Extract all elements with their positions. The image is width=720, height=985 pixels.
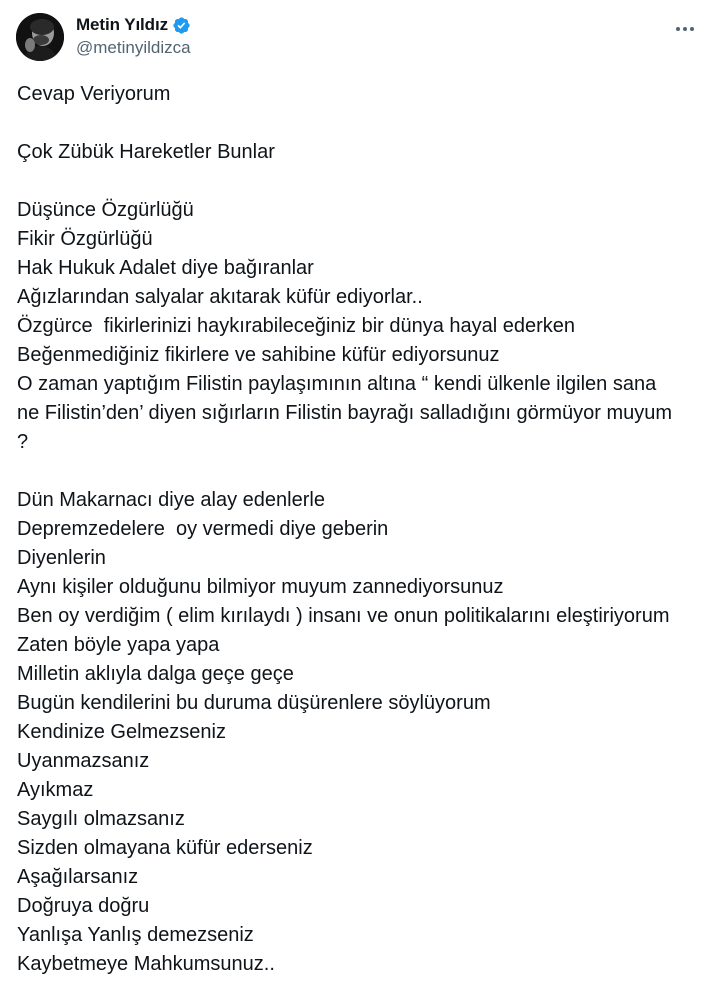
post-line: Uyanmazsanız xyxy=(17,750,150,772)
post-text xyxy=(17,80,717,979)
post-line xyxy=(17,109,717,138)
post-line: Bugün kendilerini bu duruma düşürenlere söylüyorum xyxy=(17,692,491,714)
post-line: Cevap Veriyorum xyxy=(17,83,171,105)
post-line: Doğruya doğru xyxy=(17,895,150,917)
post-line: Saygılı olmazsanız xyxy=(17,808,185,830)
post-line: Ben oy verdiğim ( elim kırılaydı ) insanı ve onun politikalarını eleştiriyorum xyxy=(17,605,670,627)
post-line: Kendinize Gelmezseniz xyxy=(17,721,226,743)
post-line: O zaman yaptığım Filistin paylaşımının altına “ kendi ülkenle ilgilen sana xyxy=(17,373,657,395)
post-line: Hak Hukuk Adalet diye bağıranlar xyxy=(17,257,314,279)
post-line: Dün Makarnacı diye alay edenlerle xyxy=(17,489,325,511)
verified-badge-icon xyxy=(172,16,191,35)
post-line: Milletin aklıyla dalga geçe geçe xyxy=(17,663,294,685)
post-line: Özgürce fikirlerinizi haykırabileceğiniz bir dünya hayal ederken xyxy=(17,315,576,337)
post-line: Ağızlarından salyalar akıtarak küfür ediyorlar.. xyxy=(17,286,423,308)
post-line: Kaybetmeye Mahkumsunuz.. xyxy=(17,953,275,975)
post-line: Düşünce Özgürlüğü xyxy=(17,199,194,221)
post-line: Ayıkmaz xyxy=(17,779,94,801)
more-options-button[interactable] xyxy=(670,19,700,39)
avatar[interactable] xyxy=(16,13,64,61)
post-line: Çok Zübük Hareketler Bunlar xyxy=(17,141,275,163)
post-line: Zaten böyle yapa yapa xyxy=(17,634,220,656)
post-line xyxy=(17,167,717,196)
post-header xyxy=(16,13,704,63)
post-line: Aşağılarsanız xyxy=(17,866,139,888)
display-name[interactable]: Metin Yıldız xyxy=(76,15,168,34)
author-names xyxy=(76,14,191,58)
post-line xyxy=(17,457,717,486)
post-line: ? xyxy=(17,431,29,453)
post-line: Depremzedelere oy vermedi diye geberin xyxy=(17,518,389,540)
post-line: Aynı kişiler olduğunu bilmiyor muyum zannediyorsunuz xyxy=(17,576,504,598)
post-line: Fikir Özgürlüğü xyxy=(17,228,153,250)
display-name-row xyxy=(76,14,191,36)
post-line: Beğenmediğiniz fikirlere ve sahibine küfür ediyorsunuz xyxy=(17,344,500,366)
post-line: Diyenlerin xyxy=(17,547,106,569)
author-handle[interactable]: @metinyildizca xyxy=(76,38,191,57)
post-line: Yanlışa Yanlış demezseniz xyxy=(17,924,254,946)
more-horizontal-icon xyxy=(675,26,695,32)
post-line: Sizden olmayana küfür ederseniz xyxy=(17,837,313,859)
post-line: ne Filistin’den’ diyen sığırların Filistin bayrağı salladığını görmüyor muyum xyxy=(17,402,673,424)
